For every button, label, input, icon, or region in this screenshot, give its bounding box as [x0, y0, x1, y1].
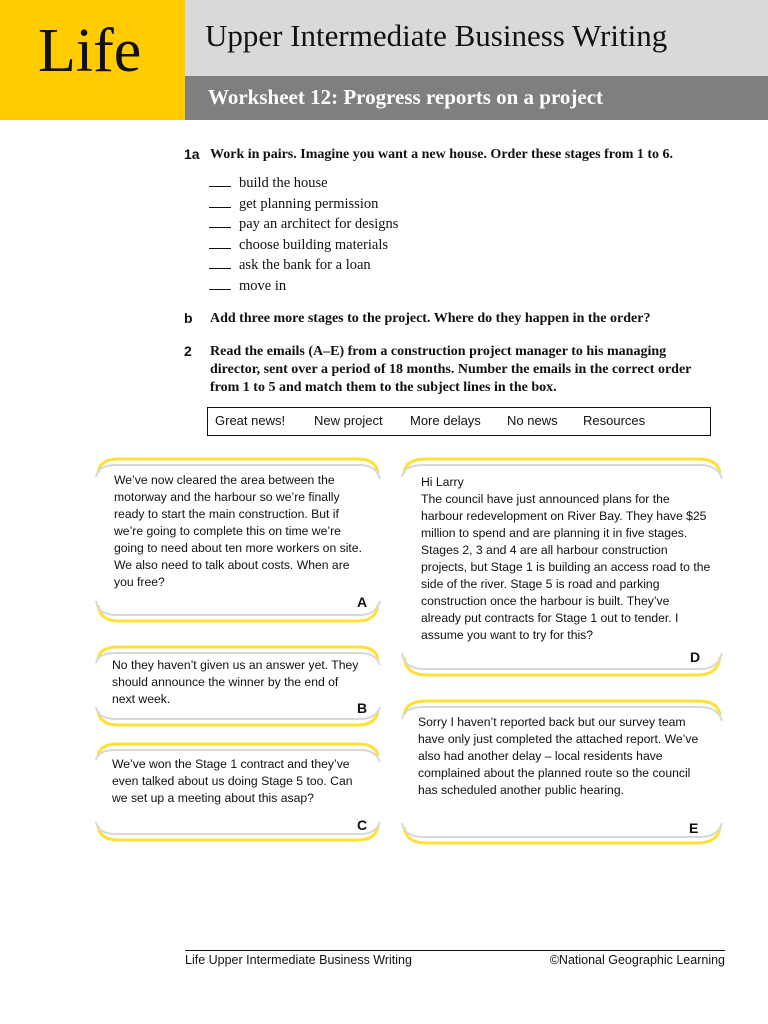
list-item: build the house — [209, 172, 398, 193]
list-item: pay an architect for designs — [209, 213, 398, 234]
email-c-letter: C — [357, 817, 368, 833]
subject-line: More delays — [410, 413, 481, 428]
answer-blank[interactable] — [209, 172, 231, 187]
stage-list — [209, 172, 398, 296]
email-a-text: We’ve now cleared the area between the motorway and the harbour so we’re finally ready to start the main construction. But if we’re going to complete this on time we’re going to need about ten more workers on site. We also need to talk about costs. When are you free? — [114, 473, 362, 589]
email-b-text: No they haven’t given us an answer yet. They should announce the winner by the end of next week. — [112, 658, 359, 706]
question-number-2: 2 — [184, 343, 192, 359]
footer-copyright: ©National Geographic Learning — [549, 953, 725, 967]
answer-blank[interactable] — [209, 213, 231, 228]
life-logo: Life — [38, 17, 142, 85]
email-card-e — [396, 699, 726, 849]
question-1b-instruction: Add three more stages to the project. Where do they happen in the order? — [210, 311, 651, 326]
life-logo-block — [0, 0, 185, 120]
email-d-text: Hi Larry The council have just announced plans for the harbour redevelopment on River Bay. They have $25 million to spend and are planning it in five stages. Stages 2, 3 and 4 are all harbour construction projects, but Stage 1 is building an access road to the side of the river. Stage 5 is road and parking construction once the harbour is built. They’ve already put contracts for Stage 1 out to tender. I assume you want to try for this? — [421, 475, 711, 642]
question-number-1b: b — [184, 310, 193, 326]
email-e-text: Sorry I haven’t reported back but our survey team have only just completed the attached report. We’ve also had another delay – local residents have complained about the planned route so the council has scheduled another public hearing. — [418, 715, 699, 797]
question-number-1a: 1a — [184, 146, 200, 162]
answer-blank[interactable] — [209, 275, 231, 290]
question-1a-instruction: Work in pairs. Imagine you want a new house. Order these stages from 1 to 6. — [210, 147, 674, 162]
subject-line: Great news! — [215, 413, 286, 428]
footer-divider — [185, 950, 725, 951]
list-item: move in — [209, 275, 398, 296]
footer-course: Life Upper Intermediate Business Writing — [185, 953, 412, 967]
list-item: ask the bank for a loan — [209, 254, 398, 275]
email-card-c — [90, 742, 382, 846]
email-b-letter: B — [357, 700, 368, 716]
subject-line: New project — [314, 413, 383, 428]
email-d-letter: D — [690, 649, 701, 665]
answer-blank[interactable] — [209, 254, 231, 269]
email-card-b — [90, 645, 382, 731]
email-card-a — [90, 455, 382, 629]
list-item: get planning permission — [209, 193, 398, 214]
subject-line: Resources — [583, 413, 646, 428]
answer-blank[interactable] — [209, 193, 231, 208]
header-band — [185, 0, 768, 76]
email-card-d — [396, 455, 726, 683]
worksheet-band — [185, 76, 768, 120]
answer-blank[interactable] — [209, 234, 231, 249]
worksheet-title: Worksheet 12: Progress reports on a project — [208, 85, 604, 109]
subject-lines-box — [207, 407, 711, 436]
course-title: Upper Intermediate Business Writing — [205, 18, 668, 53]
email-c-text: We’ve won the Stage 1 contract and they’ve even talked about us doing Stage 5 too. Can we set up a meeting about this asap? — [112, 757, 353, 805]
email-e-letter: E — [689, 820, 699, 836]
email-a-letter: A — [357, 594, 368, 610]
subject-line: No news — [507, 413, 558, 428]
question-2-instruction: Read the emails (A–E) from a construction project manager to his managing director, sent over a period of 18 months. Number the emails in the correct order from 1 to 5 and match them to the subject lines in the box. — [210, 344, 692, 395]
list-item: choose building materials — [209, 234, 398, 255]
